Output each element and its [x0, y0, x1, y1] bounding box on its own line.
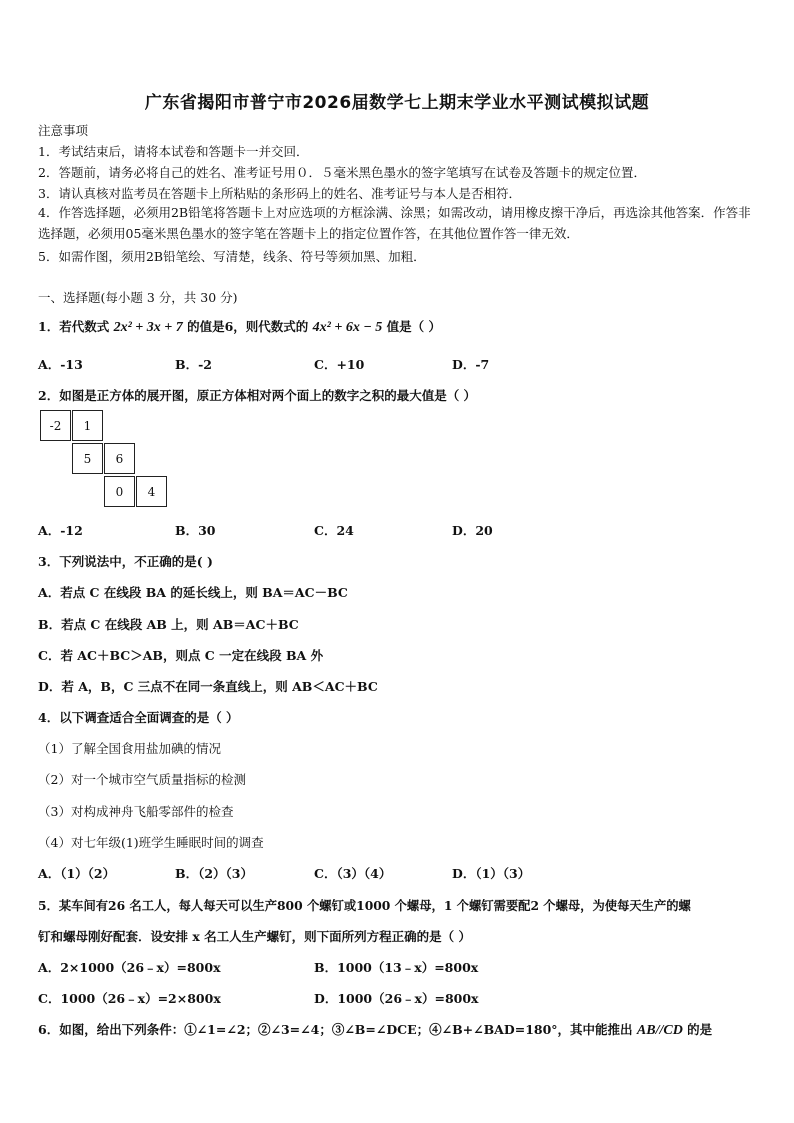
- question-3-stem: 3．下列说法中，不正确的是( ): [38, 554, 213, 569]
- net-face: 5: [72, 443, 103, 474]
- cube-net-figure: [40, 410, 170, 510]
- option-a: A．-12: [38, 523, 83, 538]
- option-d: D．（1）（3）: [452, 866, 531, 881]
- question-6-stem: 6．如图，给出下列条件：①∠1=∠2；②∠3=∠4；③∠B=∠DCE；④∠B+∠BAD=180°，其中能推出 AB//CD 的是: [38, 1022, 713, 1038]
- survey-item: （1）了解全国食用盐加碘的情况: [38, 741, 221, 756]
- expression: 2x² + 3x + 7: [113, 320, 183, 335]
- option-a: A．若点 C 在线段 BA 的延长线上，则 BA＝AC－BC: [38, 585, 348, 600]
- option-a: A．2×1000（26﹣x）=800x: [38, 960, 221, 975]
- option-c: C．1000（26﹣x）=2×800x: [38, 991, 221, 1006]
- question-4-stem: 4．以下调查适合全面调查的是（ ）: [38, 710, 239, 725]
- option-c: C．（3）（4）: [314, 866, 392, 881]
- question-5-stem-continued: 钉和螺母刚好配套．设安排 x 名工人生产螺钉，则下面所列方程正确的是（ ）: [38, 929, 472, 944]
- option-d: D．-7: [452, 357, 490, 372]
- option-b: B．若点 C 在线段 AB 上，则 AB＝AC＋BC: [38, 617, 299, 632]
- notice-item: 4．作答选择题，必须用2B铅笔将答题卡上对应选项的方框涂满、涂黑；如需改动，请用橡皮擦干净后，再选涂其他答案．作答非选择题，必须用05毫米黑色墨水的签字笔在答题卡上的指定位置作答，在其他位置作答一律无效．: [38, 205, 751, 241]
- option-b: B．1000（13﹣x）=800x: [314, 960, 479, 975]
- notice-heading: 注意事项: [38, 123, 89, 138]
- question-1-stem: 1．若代数式 2x² + 3x + 7 的值是6，则代数式的 4x² + 6x − 5 值是（ ）: [38, 319, 442, 335]
- net-face: 1: [72, 410, 103, 441]
- option-b: B．（2）（3）: [175, 866, 253, 881]
- survey-item: （2）对一个城市空气质量指标的检测: [38, 772, 246, 787]
- survey-item: （3）对构成神舟飞船零部件的检查: [38, 804, 234, 819]
- survey-item: （4）对七年级(1)班学生睡眠时间的调查: [38, 835, 264, 850]
- notice-item: 2．答题前，请务必将自己的姓名、准考证号用０．５毫米黑色墨水的签字笔填写在试卷及答题卡的规定位置．: [38, 165, 646, 180]
- notice-item: 1．考试结束后，请将本试卷和答题卡一并交回．: [38, 144, 309, 159]
- expression: 4x² + 6x − 5: [312, 320, 383, 335]
- option-d: D．若 A，B，C 三点不在同一条直线上，则 AB＜AC＋BC: [38, 679, 378, 694]
- notice-item: 5．如需作图，须用2B铅笔绘、写清楚，线条、符号等须加黑、加粗．: [38, 249, 426, 264]
- notice-item: 3．请认真核对监考员在答题卡上所粘贴的条形码上的姓名、准考证号与本人是否相符．: [38, 186, 521, 201]
- question-5-stem: 5．某车间有26 名工人，每人每天可以生产800 个螺钉或1000 个螺母，1 个螺钉需要配2 个螺母，为使每天生产的螺: [38, 898, 691, 913]
- option-d: D．1000（26﹣x）=800x: [314, 991, 479, 1006]
- option-a: A．（1）（2）: [38, 866, 116, 881]
- section-heading: 一、选择题(每小题 3 分，共 30 分): [38, 290, 238, 305]
- page-title: 广东省揭阳市普宁市2026届数学七上期末学业水平测试模拟试题: [144, 93, 650, 113]
- net-face: -2: [40, 410, 71, 441]
- option-c: C．24: [314, 523, 354, 538]
- option-a: A．-13: [38, 357, 83, 372]
- option-c: C．+10: [314, 357, 365, 372]
- option-d: D．20: [452, 523, 493, 538]
- net-face: 4: [136, 476, 167, 507]
- option-b: B．-2: [175, 357, 212, 372]
- option-b: B．30: [175, 523, 216, 538]
- question-2-stem: 2．如图是正方体的展开图，原正方体相对两个面上的数字之积的最大值是（ ）: [38, 388, 477, 403]
- net-face: 0: [104, 476, 135, 507]
- expression: AB//CD: [636, 1023, 683, 1038]
- net-face: 6: [104, 443, 135, 474]
- option-c: C．若 AC＋BC＞AB，则点 C 一定在线段 BA 外: [38, 648, 324, 663]
